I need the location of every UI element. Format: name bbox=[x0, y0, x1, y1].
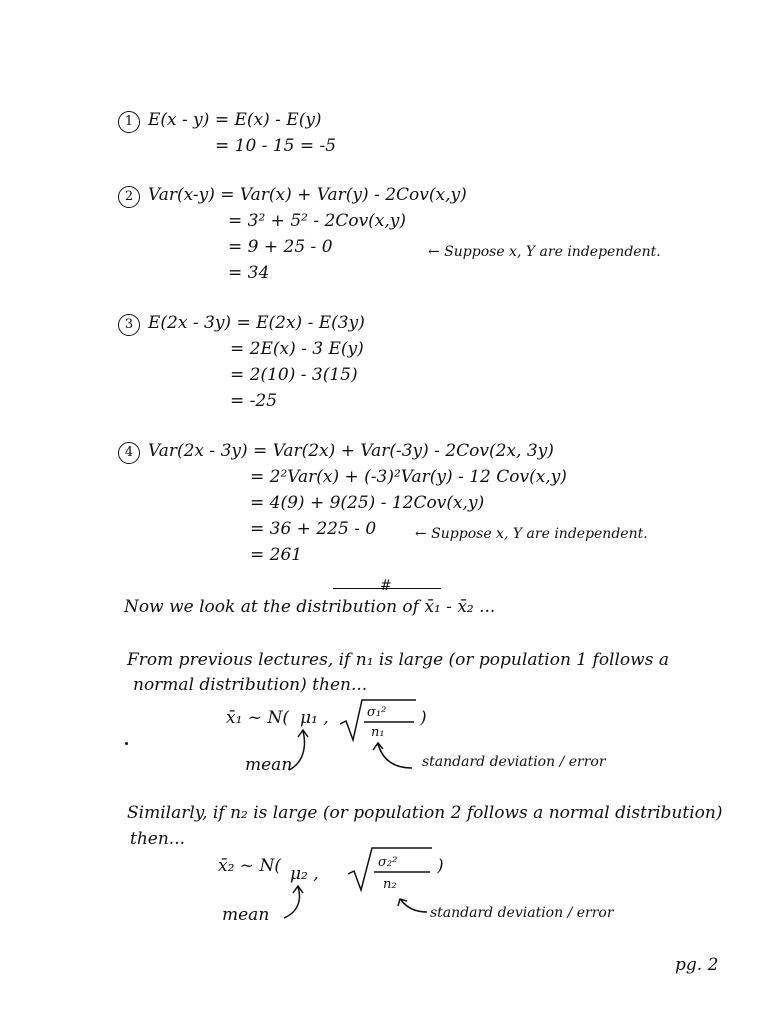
page-number: pg. 2 bbox=[675, 955, 719, 975]
problem-3-line-2: = 2E(x) - 3 E(y) bbox=[230, 339, 364, 359]
problem-2-number: 2 bbox=[118, 186, 140, 208]
problem-2-line-3: = 9 + 25 - 0 bbox=[228, 237, 333, 257]
para2-mean-label: mean bbox=[222, 905, 270, 925]
para2-formula-mu: μ₂ , bbox=[290, 864, 319, 884]
divider-mark: # bbox=[380, 578, 392, 594]
para2-n: n₂ bbox=[383, 877, 397, 892]
problem-4-line-3: = 4(9) + 9(25) - 12Cov(x,y) bbox=[250, 493, 485, 513]
para2-line-1: Similarly, if n₂ is large (or population 2 follows a normal distribution) bbox=[127, 803, 723, 823]
para1-formula-mu: μ₁ , bbox=[300, 708, 329, 728]
transition-text: Now we look at the distribution of x̄₁ - x̄₂ ... bbox=[124, 597, 496, 617]
problem-2-line-1: 2 Var(x-y) = Var(x) + Var(y) - 2Cov(x,y) bbox=[118, 185, 467, 208]
problem-1-line-1: 1 E(x - y) = E(x) - E(y) bbox=[118, 110, 322, 133]
para1-mean-label: mean bbox=[245, 755, 293, 775]
para2-close-paren: ) bbox=[437, 856, 444, 876]
problem-4-line-4: = 36 + 225 - 0 bbox=[250, 519, 377, 539]
problem-1-line-2: = 10 - 15 = -5 bbox=[215, 136, 337, 156]
para1-line-2: normal distribution) then... bbox=[133, 675, 368, 695]
para1-formula-lhs: x̄₁ ~ N( bbox=[226, 708, 289, 728]
para1-sd-arrow bbox=[368, 738, 418, 774]
para1-sd-label: standard deviation / error bbox=[422, 754, 606, 770]
problem-2-note: ← Suppose x, Y are independent. bbox=[428, 244, 661, 260]
problem-3-line-3: = 2(10) - 3(15) bbox=[230, 365, 358, 385]
para2-sd-arrow bbox=[395, 896, 431, 918]
problem-3-line-4: = -25 bbox=[230, 391, 278, 411]
problem-2-line-2: = 3² + 5² - 2Cov(x,y) bbox=[228, 211, 407, 231]
para2-formula-lhs: x̄₂ ~ N( bbox=[218, 856, 281, 876]
problem-2-line-4: = 34 bbox=[228, 263, 270, 283]
problem-4-number: 4 bbox=[118, 442, 140, 464]
para2-line-2: then... bbox=[130, 829, 186, 849]
problem-3-number: 3 bbox=[118, 314, 140, 336]
problem-4-line-2: = 2²Var(x) + (-3)²Var(y) - 12 Cov(x,y) bbox=[250, 467, 567, 487]
problem-4-line-5: = 261 bbox=[250, 545, 303, 565]
para1-sigma: σ₁² bbox=[367, 705, 387, 720]
problem-3-line-1: 3 E(2x - 3y) = E(2x) - E(3y) bbox=[118, 313, 365, 336]
problem-4-note: ← Suppose x, Y are independent. bbox=[415, 526, 648, 542]
problem-4-line-1: 4 Var(2x - 3y) = Var(2x) + Var(-3y) - 2Cov(2x, 3y) bbox=[118, 441, 554, 464]
stray-dot bbox=[125, 742, 128, 745]
problem-1-number: 1 bbox=[118, 111, 140, 133]
para2-sigma: σ₂² bbox=[378, 855, 398, 870]
para2-sd-label: standard deviation / error bbox=[430, 905, 614, 921]
para1-line-1: From previous lectures, if n₁ is large (or population 1 follows a bbox=[127, 650, 669, 670]
para1-close-paren: ) bbox=[420, 708, 427, 728]
para1-n: n₁ bbox=[371, 725, 385, 740]
para2-mean-arrow bbox=[280, 882, 310, 924]
